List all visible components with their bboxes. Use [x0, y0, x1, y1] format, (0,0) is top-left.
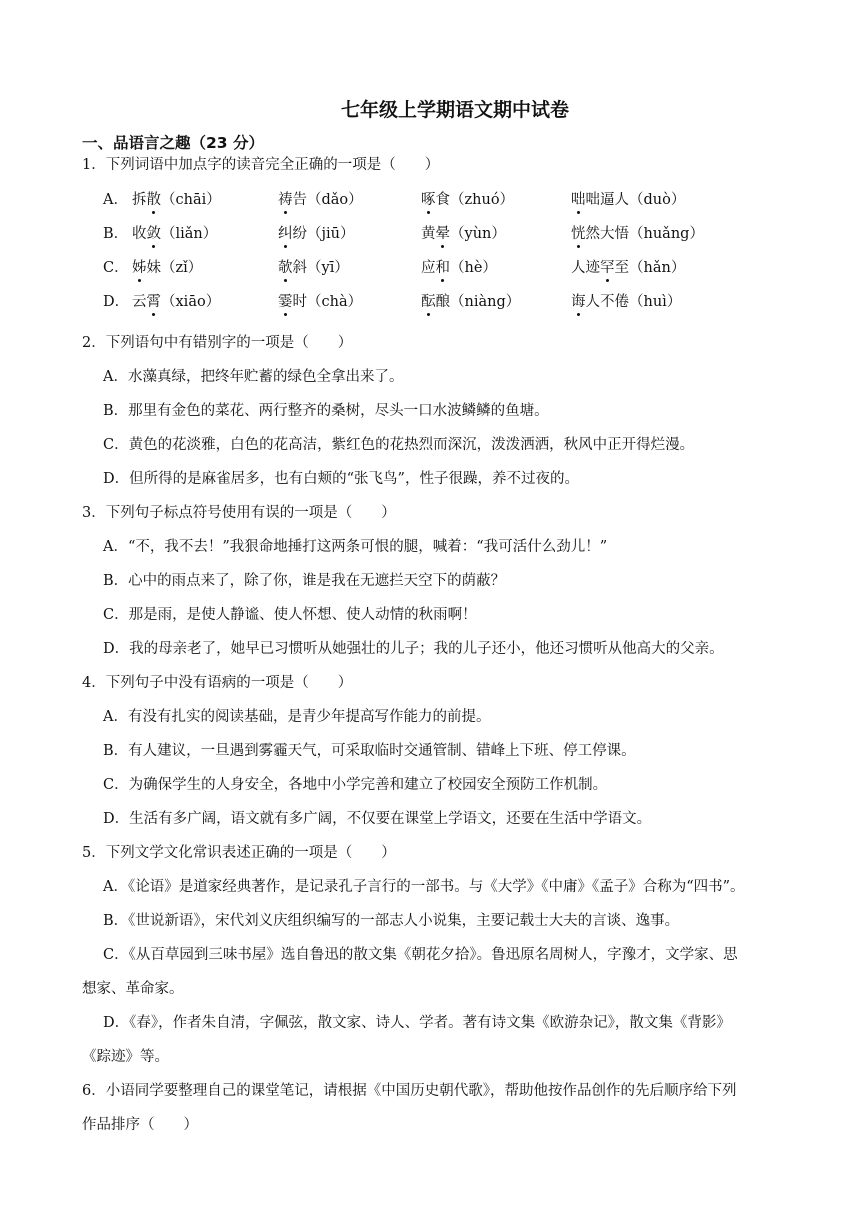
- dotted-character: 纠: [278, 222, 293, 243]
- dotted-character: 霎: [278, 290, 293, 311]
- question-2-option-b: B．那里有金色的菜花、两行整齐的桑树，尽头一口水波鳞鳞的鱼塘。: [103, 403, 549, 419]
- question-2-option-d: D．但所得的是麻雀居多，也有白颊的“张飞鸟”，性子很躁，养不过夜的。: [103, 471, 579, 487]
- question-5-option-d-continued: 《踪迹》等。: [82, 1049, 169, 1065]
- word-text: （chāi）: [161, 192, 221, 208]
- dotted-character: 罕: [600, 256, 615, 277]
- word-text: 咄逼人（duò）: [585, 192, 686, 208]
- question-4-option-b: B．有人建议，一旦遇到雾霾天气，可采取临时交通管制、错峰上下班、停工停课。: [103, 743, 636, 759]
- question-1-word: [571, 222, 704, 243]
- word-text: （hè）: [450, 260, 497, 276]
- dotted-character: 诲: [571, 290, 586, 311]
- question-1-word: [132, 290, 220, 311]
- word-text: 至（hǎn）: [614, 260, 686, 276]
- dotted-character: 恍: [571, 222, 586, 243]
- question-5-option-c-continued: 想家、革命家。: [82, 981, 184, 997]
- dotted-character: 咄: [571, 188, 586, 209]
- question-2-option-c: C．黄色的花淡雅，白色的花高洁，紫红色的花热烈而深沉，泼泼洒洒，秋风中正开得烂漫。: [103, 437, 695, 453]
- question-1-word: [278, 256, 349, 277]
- question-6-stem-continued: 作品排序（ ）: [82, 1117, 198, 1133]
- dotted-character: 散: [147, 188, 162, 209]
- question-5-stem: 5．下列文学文化常识表述正确的一项是（ ）: [82, 845, 396, 861]
- dotted-character: 敛: [147, 222, 162, 243]
- question-1-word: [132, 256, 202, 277]
- word-text: 酿（niàng）: [435, 294, 521, 310]
- question-1-word: [421, 290, 520, 311]
- question-1-word: [421, 222, 506, 243]
- dotted-character: 晕: [436, 222, 451, 243]
- question-3-option-a: A．“不，我不去！”我狠命地捶打这两条可恨的腿，喊着：“我可活什么劲儿！”: [103, 539, 608, 555]
- word-text: 人不倦（huì）: [585, 294, 682, 310]
- page-title: 七年级上学期语文期中试卷: [340, 99, 569, 121]
- word-text: 斜（yī）: [292, 260, 349, 276]
- question-1-word: [571, 256, 685, 277]
- question-3-option-d: D．我的母亲老了，她早已习惯听从她强壮的儿子；我的儿子还小，他还习惯听从他高大的父亲。: [103, 641, 724, 657]
- question-1-word: [421, 188, 514, 209]
- question-1-word: [132, 222, 217, 243]
- question-2-stem: 2．下列语句中有错别字的一项是（ ）: [82, 335, 353, 351]
- word-text: 纷（jiū）: [292, 226, 355, 242]
- question-1-word: [421, 256, 497, 277]
- dotted-character: 霄: [147, 290, 162, 311]
- question-6-stem: 6．小语同学要整理自己的课堂笔记，请根据《中国历史朝代歌》，帮助他按作品创作的先后顺序给下列: [82, 1083, 737, 1099]
- dotted-character: 和: [436, 256, 451, 277]
- question-4-option-d: D．生活有多广阔，语文就有多广阔，不仅要在课堂上学语文，还要在生活中学语文。: [103, 811, 652, 827]
- question-3-option-b: B．心中的雨点来了，除了你，谁是我在无遮拦天空下的荫蔽？: [103, 573, 506, 589]
- question-1-option-label: A．: [103, 192, 128, 208]
- question-1-word: [571, 188, 685, 209]
- word-text: 拆: [132, 192, 147, 208]
- dotted-character: 祷: [278, 188, 293, 209]
- question-2-option-a: A．水藻真绿，把终年贮蓄的绿色全拿出来了。: [103, 369, 404, 385]
- word-text: 应: [421, 260, 436, 276]
- question-1-option-label: D．: [103, 294, 130, 310]
- question-1-option-label: C．: [103, 260, 129, 276]
- question-1-word: [278, 222, 354, 243]
- word-text: 食（zhuó）: [435, 192, 515, 208]
- question-4-stem: 4．下列句子中没有语病的一项是（ ）: [82, 675, 353, 691]
- word-text: （xiāo）: [161, 294, 221, 310]
- question-5-option-c: C．《从百草园到三味书屋》选自鲁迅的散文集《朝花夕拾》。鲁迅原名周树人，字豫才，文学家、思: [103, 947, 738, 963]
- dotted-character: 酝: [421, 290, 436, 311]
- question-5-option-a: A．《论语》是道家经典著作，是记录孔子言行的一部书。与《大学》《中庸》《孟子》合称为“四书”。: [103, 879, 745, 895]
- word-text: （yùn）: [450, 226, 506, 242]
- word-text: 收: [132, 226, 147, 242]
- question-1-word: [132, 188, 221, 209]
- question-1-option-label: B．: [103, 226, 129, 242]
- word-text: 云: [132, 294, 147, 310]
- word-text: 妹（zǐ）: [146, 260, 203, 276]
- question-4-option-a: A．有没有扎实的阅读基础，是青少年提高写作能力的前提。: [103, 709, 491, 725]
- question-1-word: [278, 188, 363, 209]
- word-text: （liǎn）: [161, 226, 218, 242]
- dotted-character: 姊: [132, 256, 147, 277]
- question-3-option-c: C．那是雨，是使人静谧、使人怀想、使人动情的秋雨啊！: [103, 607, 477, 623]
- question-4-option-c: C．为确保学生的人身安全，各地中小学完善和建立了校园安全预防工作机制。: [103, 777, 608, 793]
- question-1-word: [278, 290, 362, 311]
- question-3-stem: 3．下列句子标点符号使用有误的一项是（ ）: [82, 505, 396, 521]
- word-text: 人迹: [571, 260, 600, 276]
- dotted-character: 欹: [278, 256, 293, 277]
- question-1-stem: 1．下列词语中加点字的读音完全正确的一项是（ ）: [82, 157, 440, 173]
- word-text: 告（dǎo）: [292, 192, 363, 208]
- question-5-option-b: B．《世说新语》，宋代刘义庆组织编写的一部志人小说集，主要记载士大夫的言谈、逸事。: [103, 913, 680, 929]
- question-1-word: [571, 290, 681, 311]
- word-text: 时（chà）: [292, 294, 363, 310]
- dotted-character: 啄: [421, 188, 436, 209]
- question-5-option-d: D．《春》，作者朱自清，字佩弦，散文家、诗人、学者。著有诗文集《欧游杂记》，散文集《背影》: [103, 1015, 731, 1031]
- section-heading: 一、品语言之趣（23 分）: [82, 134, 264, 152]
- word-text: 然大悟（huǎng）: [585, 226, 704, 242]
- word-text: 黄: [421, 226, 436, 242]
